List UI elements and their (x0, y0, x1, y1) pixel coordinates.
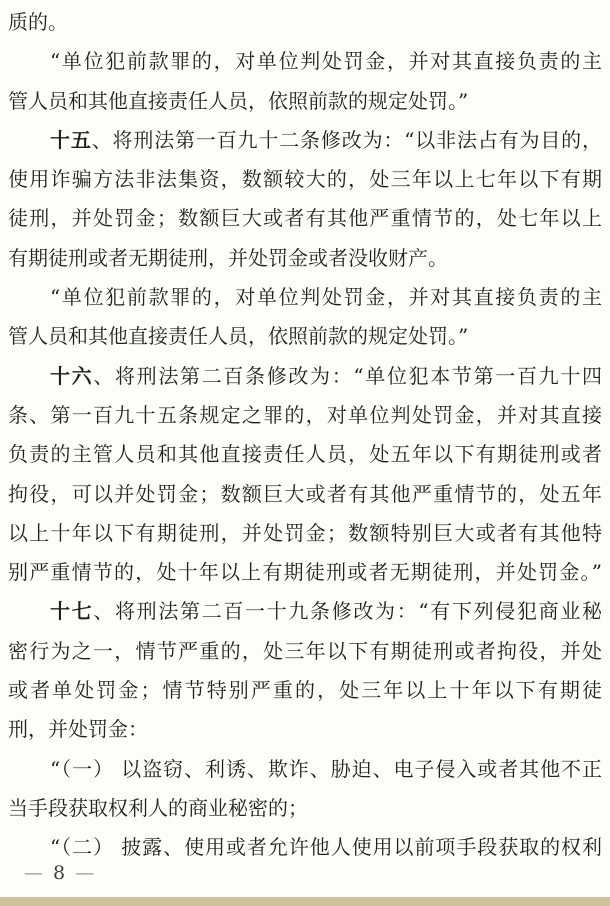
text-line: 徒刑，并处罚金；数额巨大或者有其他严重情节的，处七年以上 (8, 206, 602, 231)
text-line: 拘役，可以并处罚金；数额巨大或者有其他严重情节的，处五年 (8, 481, 602, 506)
text-line: 别严重情节的，处十年以上有期徒刑或者无期徒刑，并处罚金。” (8, 560, 602, 585)
page-number-value: 8 (53, 862, 68, 884)
text-line: 质的。 (8, 10, 68, 34)
text-line: “（一） 以盗窃、利诱、欺诈、胁迫、电子侵入或者其他不正 (50, 756, 602, 781)
text-line: 刑，并处罚金： (8, 717, 148, 742)
text-line: “（二） 披露、使用或者允许他人使用以前项手段获取的权利 (50, 835, 602, 860)
text-line: 密行为之一，情节严重的，处三年以下有期徒刑或者拘役，并处 (8, 638, 602, 663)
text-line: 管人员和其他直接责任人员，依照前款的规定处罚。” (8, 88, 469, 113)
page-number-dash-left: — (24, 862, 45, 884)
item-number: 十六 (50, 363, 94, 388)
text-line: 当手段获取权利人的商业秘密的； (8, 795, 308, 820)
text-line: “单位犯前款罪的，对单位判处罚金，并对其直接负责的主 (50, 285, 602, 310)
text-line: 负责的主管人员和其他直接责任人员，处五年以下有期徒刑或者 (8, 442, 602, 467)
text-line: 管人员和其他直接责任人员，依照前款的规定处罚。” (8, 324, 469, 349)
item-number: 十七 (50, 599, 94, 624)
document-body (8, 3, 602, 868)
text-line: 十七、将刑法第二百一十九条修改为：“有下列侵犯商业秘 (50, 599, 602, 624)
footer-bar (0, 897, 610, 906)
page-number (16, 858, 104, 888)
text-line: “单位犯前款罪的，对单位判处罚金，并对其直接负责的主 (50, 49, 602, 74)
text-line: 有期徒刑或者无期徒刑，并处罚金或者没收财产。 (8, 245, 448, 270)
text-line: 条、第一百九十五条规定之罪的，对单位判处罚金，并对其直接 (8, 402, 602, 427)
page-number-dash-right: — (75, 862, 97, 884)
text-line: 十六、将刑法第二百条修改为：“单位犯本节第一百九十四 (50, 363, 602, 388)
item-number: 十五 (50, 127, 92, 152)
text-line: 以上十年以下有期徒刑，并处罚金；数额特别巨大或者有其他特 (8, 520, 602, 545)
text-line: 使用诈骗方法非法集资，数额较大的，处三年以上七年以下有期 (8, 167, 602, 192)
text-line: 或者单处罚金；情节特别严重的，处三年以上十年以下有期徒 (8, 678, 602, 703)
text-line: 十五、将刑法第一百九十二条修改为：“以非法占有为目的， (50, 127, 602, 152)
